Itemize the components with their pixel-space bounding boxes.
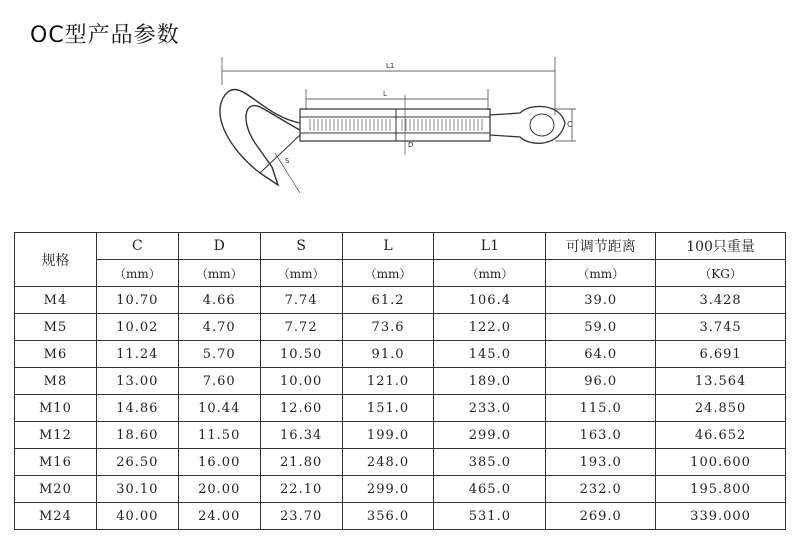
cell: 23.70 bbox=[260, 503, 342, 530]
table-row bbox=[15, 422, 786, 449]
table-row bbox=[15, 503, 786, 530]
header-adjustable: 可调节距离 bbox=[546, 233, 656, 260]
cell: 10.00 bbox=[260, 368, 342, 395]
spec-cell: M5 bbox=[15, 314, 97, 341]
header-row bbox=[15, 233, 786, 260]
cell: 115.0 bbox=[546, 395, 656, 422]
unit-adjustable: （mm） bbox=[546, 260, 656, 287]
spec-cell: M8 bbox=[15, 368, 97, 395]
cell: 39.0 bbox=[546, 287, 656, 314]
cell: 14.86 bbox=[96, 395, 178, 422]
table-row bbox=[15, 476, 786, 503]
cell: 10.50 bbox=[260, 341, 342, 368]
cell: 385.0 bbox=[434, 449, 546, 476]
cell: 121.0 bbox=[342, 368, 434, 395]
cell: 299.0 bbox=[434, 422, 546, 449]
table-row bbox=[15, 368, 786, 395]
cell: 233.0 bbox=[434, 395, 546, 422]
label-l: L bbox=[383, 90, 387, 98]
cell: 91.0 bbox=[342, 341, 434, 368]
spec-cell: M10 bbox=[15, 395, 97, 422]
header-l1: L1 bbox=[434, 233, 546, 260]
cell: 106.4 bbox=[434, 287, 546, 314]
cell: 20.00 bbox=[178, 476, 260, 503]
spec-cell: M20 bbox=[15, 476, 97, 503]
cell: 12.60 bbox=[260, 395, 342, 422]
cell: 11.50 bbox=[178, 422, 260, 449]
label-d: D bbox=[408, 141, 414, 149]
cell: 4.66 bbox=[178, 287, 260, 314]
cell: 10.44 bbox=[178, 395, 260, 422]
cell: 232.0 bbox=[546, 476, 656, 503]
cell: 46.652 bbox=[656, 422, 786, 449]
cell: 145.0 bbox=[434, 341, 546, 368]
cell: 22.10 bbox=[260, 476, 342, 503]
cell: 122.0 bbox=[434, 314, 546, 341]
cell: 24.850 bbox=[656, 395, 786, 422]
page-title: OC型产品参数 bbox=[30, 23, 180, 48]
cell: 3.745 bbox=[656, 314, 786, 341]
label-s: S bbox=[285, 157, 290, 165]
header-d: D bbox=[178, 233, 260, 260]
cell: 26.50 bbox=[96, 449, 178, 476]
cell: 21.80 bbox=[260, 449, 342, 476]
cell: 73.6 bbox=[342, 314, 434, 341]
cell: 465.0 bbox=[434, 476, 546, 503]
table-row bbox=[15, 395, 786, 422]
cell: 356.0 bbox=[342, 503, 434, 530]
cell: 24.00 bbox=[178, 503, 260, 530]
cell: 13.00 bbox=[96, 368, 178, 395]
cell: 11.24 bbox=[96, 341, 178, 368]
turnbuckle-diagram bbox=[200, 55, 600, 205]
cell: 96.0 bbox=[546, 368, 656, 395]
cell: 18.60 bbox=[96, 422, 178, 449]
table-row bbox=[15, 287, 786, 314]
cell: 7.60 bbox=[178, 368, 260, 395]
cell: 59.0 bbox=[546, 314, 656, 341]
unit-l: （mm） bbox=[342, 260, 434, 287]
cell: 30.10 bbox=[96, 476, 178, 503]
label-c: C bbox=[567, 120, 573, 129]
header-c: C bbox=[96, 233, 178, 260]
cell: 339.000 bbox=[656, 503, 786, 530]
unit-s: （mm） bbox=[260, 260, 342, 287]
label-l1: L1 bbox=[386, 62, 395, 70]
spec-table bbox=[14, 232, 786, 530]
cell: 189.0 bbox=[434, 368, 546, 395]
cell: 248.0 bbox=[342, 449, 434, 476]
cell: 40.00 bbox=[96, 503, 178, 530]
spec-cell: M16 bbox=[15, 449, 97, 476]
cell: 16.34 bbox=[260, 422, 342, 449]
header-s: S bbox=[260, 233, 342, 260]
cell: 163.0 bbox=[546, 422, 656, 449]
cell: 193.0 bbox=[546, 449, 656, 476]
cell: 7.72 bbox=[260, 314, 342, 341]
cell: 269.0 bbox=[546, 503, 656, 530]
header-l: L bbox=[342, 233, 434, 260]
table-row bbox=[15, 341, 786, 368]
cell: 4.70 bbox=[178, 314, 260, 341]
spec-cell: M6 bbox=[15, 341, 97, 368]
cell: 7.74 bbox=[260, 287, 342, 314]
table-row bbox=[15, 314, 786, 341]
cell: 5.70 bbox=[178, 341, 260, 368]
cell: 64.0 bbox=[546, 341, 656, 368]
unit-row bbox=[15, 260, 786, 287]
cell: 6.691 bbox=[656, 341, 786, 368]
header-weight: 100只重量 bbox=[656, 233, 786, 260]
cell: 199.0 bbox=[342, 422, 434, 449]
unit-l1: （mm） bbox=[434, 260, 546, 287]
spec-cell: M4 bbox=[15, 287, 97, 314]
unit-d: （mm） bbox=[178, 260, 260, 287]
cell: 195.800 bbox=[656, 476, 786, 503]
spec-cell: M24 bbox=[15, 503, 97, 530]
spec-cell: M12 bbox=[15, 422, 97, 449]
spec-header: 规格 bbox=[15, 233, 97, 287]
cell: 61.2 bbox=[342, 287, 434, 314]
cell: 531.0 bbox=[434, 503, 546, 530]
cell: 13.564 bbox=[656, 368, 786, 395]
cell: 100.600 bbox=[656, 449, 786, 476]
cell: 299.0 bbox=[342, 476, 434, 503]
table-row bbox=[15, 449, 786, 476]
cell: 10.02 bbox=[96, 314, 178, 341]
cell: 151.0 bbox=[342, 395, 434, 422]
cell: 3.428 bbox=[656, 287, 786, 314]
cell: 16.00 bbox=[178, 449, 260, 476]
unit-c: （mm） bbox=[96, 260, 178, 287]
cell: 10.70 bbox=[96, 287, 178, 314]
unit-weight: （KG） bbox=[656, 260, 786, 287]
